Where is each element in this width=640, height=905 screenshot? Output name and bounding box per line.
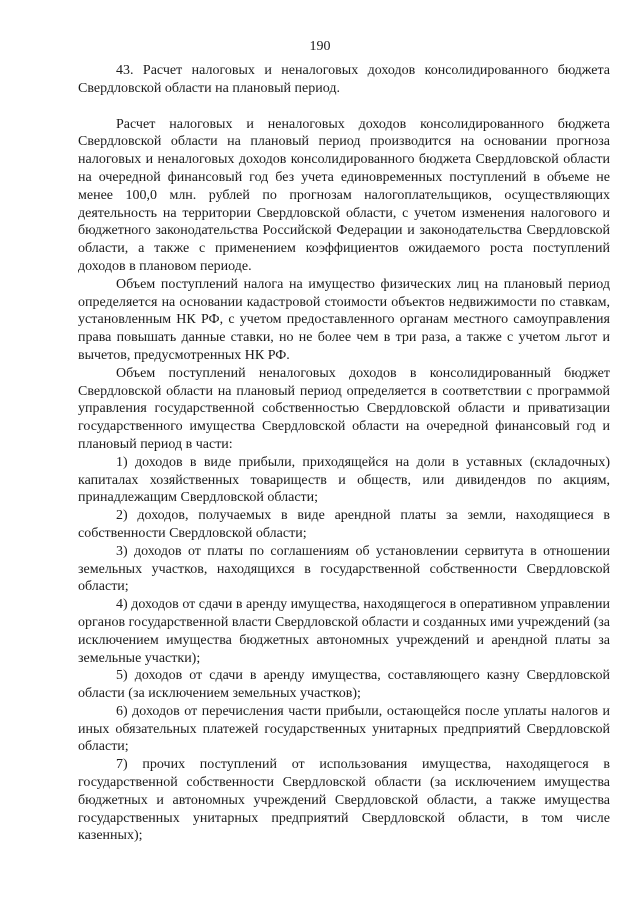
list-item-7: 7) прочих поступлений от использования имущества, находящегося в государственной собственности Свердловской области (за исключением имущества бюджетных и автономных учреждений Свердловской области, а также имущества государственных унитарных предприятий Свердловской области, в том числе казенных); xyxy=(78,757,610,844)
list-item-2: 2) доходов, получаемых в виде арендной платы за земли, находящиеся в собственности Свердловской области; xyxy=(78,508,610,541)
document-body xyxy=(78,62,610,845)
section-heading: 43. Расчет налоговых и неналоговых доходов консолидированного бюджета Свердловской области на плановый период. xyxy=(78,63,610,96)
list-item-1: 1) доходов в виде прибыли, приходящейся на доли в уставных (складочных) капиталах хозяйственных товариществ и обществ, или дивидендов по акциям, принадлежащим Свердловской области; xyxy=(78,454,610,506)
paragraph-non-tax-revenue: Объем поступлений неналоговых доходов в консолидированный бюджет Свердловской области на плановый период определяется в соответствии с программой управления государственной собственностью Свердловской области и приватизации государственного имущества Свердловской области на очередной финансовый год и плановый период в части: xyxy=(78,365,610,452)
list-item-4: 4) доходов от сдачи в аренду имущества, находящегося в оперативном управлении органов государственной власти Свердловской области и созданных ими учреждений (за исключением имущества бюджетных автономных учреждений и арендной платы за земельные участки); xyxy=(78,597,610,666)
paragraph-calculation-basis: Расчет налоговых и неналоговых доходов консолидированного бюджета Свердловской области на плановый период производится на основании прогноза налоговых и неналоговых доходов консолидированного бюджета Свердловской области на очередной финансовый год без учета единовременных поступлений в объеме не менее 100,0 млн. рублей по прогнозам налогоплательщиков, осуществляющих деятельность на территории Свердловской области, с учетом изменения налогового и бюджетного законодательства Российской Федерации и законодательства Свердловской области, а также с применением коэффициентов ожидаемого роста поступлений доходов в плановом периоде. xyxy=(78,116,610,274)
list-item-6: 6) доходов от перечисления части прибыли, остающейся после уплаты налогов и иных обязательных платежей государственных унитарных предприятий Свердловской области; xyxy=(78,703,610,755)
list-item-5: 5) доходов от сдачи в аренду имущества, составляющего казну Свердловской области (за исключением земельных участков); xyxy=(78,668,610,702)
list-item-3: 3) доходов от платы по соглашениям об установлении сервитута в отношении земельных участков, находящихся в государственной собственности Свердловской области; xyxy=(78,543,610,595)
page-number: 190 xyxy=(309,39,331,54)
paragraph-property-tax: Объем поступлений налога на имущество физических лиц на плановый период определяется на основании кадастровой стоимости объектов недвижимости по ставкам, установленным НК РФ, с учетом предоставленного органам местного самоуправления права повышать данные ставки, но не более чем в три раза, а также с учетом льгот и вычетов, предусмотренных НК РФ. xyxy=(78,276,610,363)
